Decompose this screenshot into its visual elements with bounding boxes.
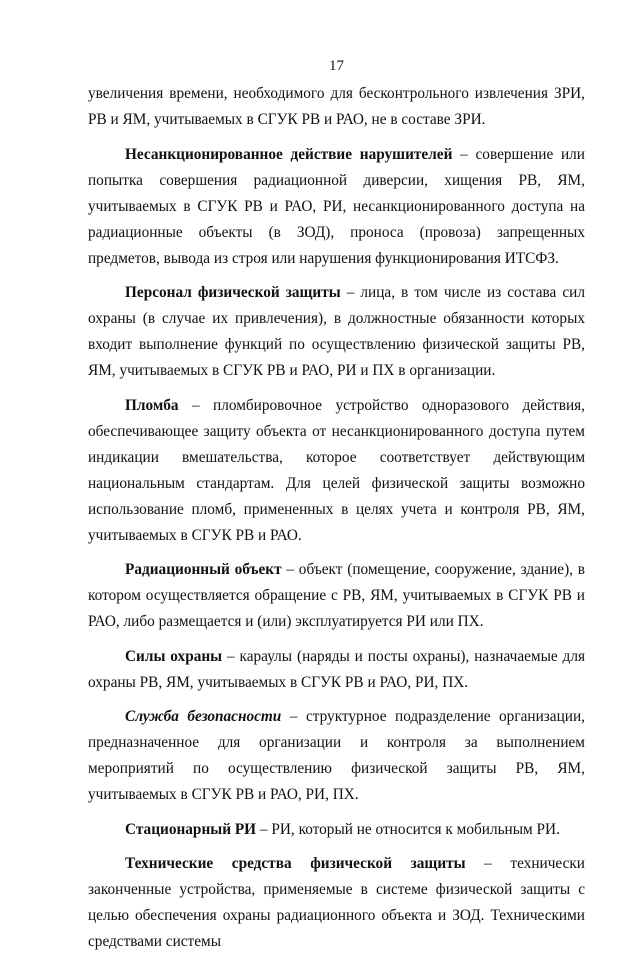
- definition-text: – лица, в том числе из состава сил охраны (в случае их привлечения), в должностные обязанности которых входит выполнение функций по осуществлению физической защиты РВ, ЯМ, учитываемых в СГУК РВ и РАО, РИ и ПХ в организации.: [88, 284, 585, 379]
- definition-guard-forces: [88, 644, 585, 696]
- definition-term: Пломба: [125, 396, 179, 414]
- definition-unauthorized-action: [88, 142, 585, 272]
- definition-term: Стационарный РИ: [125, 820, 257, 838]
- definition-text: – караулы (наряды и посты охраны), назначаемые для охраны РВ, ЯМ, учитываемых в СГУК РВ и РАО, РИ, ПХ.: [88, 647, 585, 691]
- definition-term: Несанкционированное действие нарушителей: [125, 145, 453, 163]
- definition-seal: [88, 393, 585, 549]
- paragraph-text: увеличения времени, необходимого для бесконтрольного извлечения ЗРИ, РВ и ЯМ, учитываемых в СГУК РВ и РАО, не в составе ЗРИ.: [88, 85, 585, 128]
- definition-term: Силы охраны: [125, 647, 223, 665]
- definition-security-service: [88, 704, 585, 808]
- definition-radiation-object: [88, 557, 585, 635]
- definition-stationary-source: [88, 817, 585, 843]
- definition-text: – совершение или попытка совершения радиационной диверсии, хищения РВ, ЯМ, учитываемых в СГУК РВ и РАО, РИ, несанкционированного доступа на радиационные объекты (в ЗОД), проноса (провоза) запрещенных предметов, вывода из строя или нарушения функционирования ИТСФЗ.: [88, 145, 585, 267]
- definition-text: – технически законченные устройства, применяемые в системе физической защиты с целью обеспечения охраны радиационного объекта и ЗОД. Техническими средствами системы: [88, 855, 585, 950]
- page-number: 17: [329, 58, 344, 74]
- definition-text: – структурное подразделение организации, предназначенное для организации и контроля за выполнением мероприятий по осуществлению физической защиты РВ, ЯМ, учитываемых в СГУК РВ и РАО, РИ, ПХ.: [88, 708, 585, 803]
- definition-term: Персонал физической защиты: [125, 284, 341, 301]
- definition-technical-means: [88, 851, 585, 955]
- paragraph-continuation: [88, 81, 585, 133]
- definition-term: Радиационный объект: [125, 561, 282, 578]
- definition-text: – объект (помещение, сооружение, здание), в котором осуществляется обращение с РВ, ЯМ, учитываемых в СГУК РВ и РАО, либо размещается и (или) эксплуатируется РИ или ПХ.: [88, 561, 585, 630]
- definition-physical-protection-personnel: [88, 280, 585, 384]
- document-body: [88, 81, 585, 955]
- definition-text: – РИ, который не относится к мобильным РИ.: [256, 820, 560, 838]
- definition-term: Служба безопасности: [125, 708, 282, 725]
- definition-text: – пломбировочное устройство одноразового действия, обеспечивающее защиту объекта от несанкционированного доступа путем индикации вмешательства, которое соответствует действующим национальным стандартам. Для целей физической защиты возможно использование пломб, примененных в целях учета и контроля РВ, ЯМ, учитываемых в СГУК РВ и РАО.: [88, 396, 585, 544]
- definition-term: Технические средства физической защиты: [125, 855, 466, 872]
